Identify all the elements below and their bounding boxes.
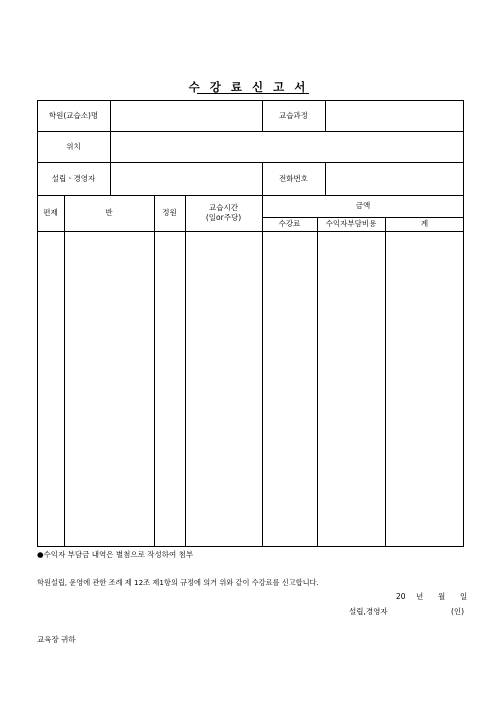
col-tuition: 수강료 — [278, 219, 301, 228]
signer-label: 설립,경영자 — [349, 607, 388, 616]
col-hours-line2: (일or주당) — [205, 213, 242, 222]
header-bottom — [37, 231, 464, 232]
col-beneficiary-cost: 수익자부담비용 — [325, 219, 377, 228]
col-hours-line1: 교습시간 — [209, 203, 238, 212]
col-class: 반 — [105, 208, 113, 217]
col-divider — [262, 195, 263, 547]
col-edition: 편제 — [43, 208, 58, 217]
day-label: 일 — [460, 592, 468, 601]
course-label: 교습과정 — [279, 110, 308, 120]
col-divider — [185, 195, 186, 547]
founder-label: 설립ㆍ경영자 — [51, 173, 96, 183]
col-amount: 금액 — [355, 201, 371, 210]
month-label: 월 — [438, 592, 446, 601]
course-field[interactable] — [326, 100, 464, 131]
seal-label: (인) — [451, 607, 465, 616]
year-prefix: 20 — [396, 592, 406, 601]
col-capacity: 정원 — [162, 208, 177, 217]
col-divider — [385, 217, 386, 547]
academy-name-field[interactable] — [111, 100, 262, 131]
location-field[interactable] — [111, 131, 464, 162]
phone-label: 전화번호 — [279, 173, 308, 183]
founder-field[interactable] — [111, 162, 262, 195]
attachment-note: ●수익자 부담금 내역은 별첨으로 작성하여 첨부 — [37, 550, 194, 559]
col-hours — [185, 195, 262, 231]
col-divider — [154, 195, 155, 547]
title-underline — [197, 93, 309, 94]
addressee: 교육장 귀하 — [37, 635, 76, 644]
phone-field[interactable] — [326, 162, 464, 195]
document-title: 수강료신고서 — [188, 80, 316, 94]
academy-name-label: 학원(교습소)명 — [48, 110, 99, 120]
location-label: 위치 — [66, 141, 81, 151]
col-total: 계 — [420, 219, 429, 228]
col-divider — [317, 217, 318, 547]
declaration-text: 학원설립, 운영에 관한 조례 제 12조 제1항의 규정에 의거 위와 같이 수강료를 신고합니다. — [37, 578, 319, 587]
year-label: 년 — [416, 592, 424, 601]
col-divider — [64, 195, 65, 547]
